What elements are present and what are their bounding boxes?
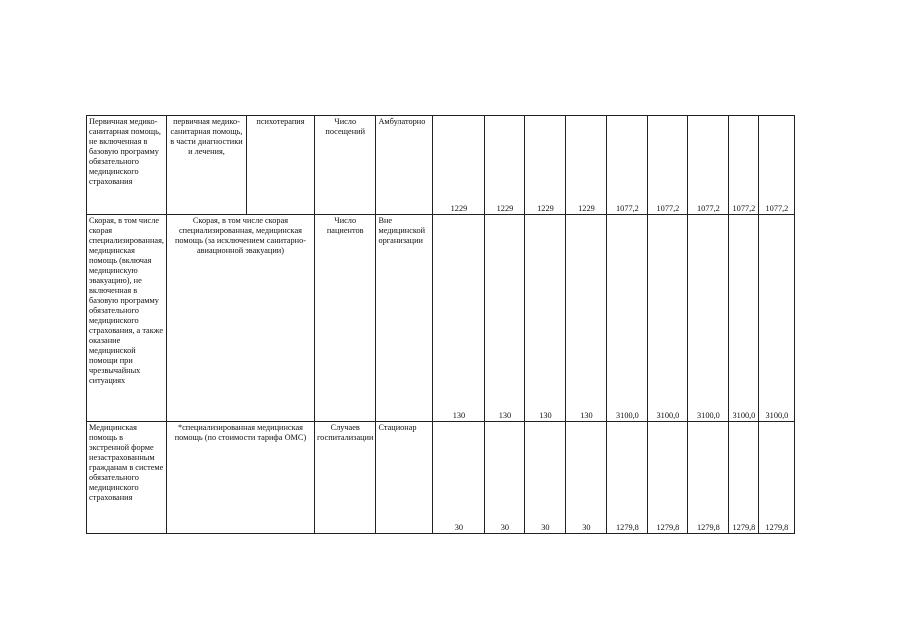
value-cell: 30 bbox=[485, 422, 525, 534]
value-cell: 3100,0 bbox=[759, 215, 795, 422]
value-cell: 30 bbox=[525, 422, 566, 534]
care-type-cell: Медицинская помощь в экстренной форме незастрахованным гражданам в системе обязательного медицинского страхования bbox=[87, 422, 167, 534]
value-cell: 1229 bbox=[566, 116, 607, 215]
care-type-cell: Первичная медико-санитарная помощь, не включенная в базовую программу обязательного медицинского страхования bbox=[87, 116, 167, 215]
care-subtype-cell: Скорая, в том числе скорая специализированная, медицинская помощь (за исключением санитарно-авиационной эвакуации) bbox=[166, 215, 314, 422]
table-row bbox=[87, 116, 795, 215]
value-cell: 3100,0 bbox=[648, 215, 688, 422]
value-cell: 1077,2 bbox=[759, 116, 795, 215]
value-cell: 1229 bbox=[433, 116, 485, 215]
tariff-table bbox=[86, 115, 795, 534]
care-subtype-cell: *специализированная медицинская помощь (по стоимости тарифа ОМС) bbox=[166, 422, 314, 534]
value-cell: 1229 bbox=[525, 116, 566, 215]
value-cell: 130 bbox=[433, 215, 485, 422]
value-cell: 1077,2 bbox=[607, 116, 648, 215]
unit-cell: Число пациентов bbox=[314, 215, 375, 422]
value-cell: 1279,8 bbox=[688, 422, 729, 534]
value-cell: 130 bbox=[566, 215, 607, 422]
value-cell: 30 bbox=[566, 422, 607, 534]
value-cell: 1279,8 bbox=[648, 422, 688, 534]
care-type-cell: Скорая, в том числе скорая специализированная, медицинская помощь (включая медицинскую эвакуацию), не включенная в базовую программу обязательного медицинского страхования, а также оказание медицинской помощи при чрезвычайных ситуациях bbox=[87, 215, 167, 422]
unit-cell: Случаев госпитализации bbox=[314, 422, 375, 534]
value-cell: 130 bbox=[485, 215, 525, 422]
profile-cell: психотерапия bbox=[246, 116, 314, 215]
value-cell: 1077,2 bbox=[648, 116, 688, 215]
value-cell: 130 bbox=[525, 215, 566, 422]
condition-cell: Амбулаторно bbox=[376, 116, 433, 215]
value-cell: 1077,2 bbox=[688, 116, 729, 215]
value-cell: 3100,0 bbox=[607, 215, 648, 422]
care-subtype-cell: первичная медико-санитарная помощь, в части диагностики и лечения, bbox=[166, 116, 246, 215]
value-cell: 1279,8 bbox=[607, 422, 648, 534]
value-cell: 1229 bbox=[485, 116, 525, 215]
value-cell: 30 bbox=[433, 422, 485, 534]
value-cell: 3100,0 bbox=[688, 215, 729, 422]
condition-cell: Вне медицинской организации bbox=[376, 215, 433, 422]
unit-cell: Число посещений bbox=[314, 116, 375, 215]
table-row bbox=[87, 215, 795, 422]
condition-cell: Стационар bbox=[376, 422, 433, 534]
value-cell: 1077,2 bbox=[729, 116, 759, 215]
value-cell: 1279,8 bbox=[759, 422, 795, 534]
value-cell: 3100,0 bbox=[729, 215, 759, 422]
table-row bbox=[87, 422, 795, 534]
value-cell: 1279,8 bbox=[729, 422, 759, 534]
